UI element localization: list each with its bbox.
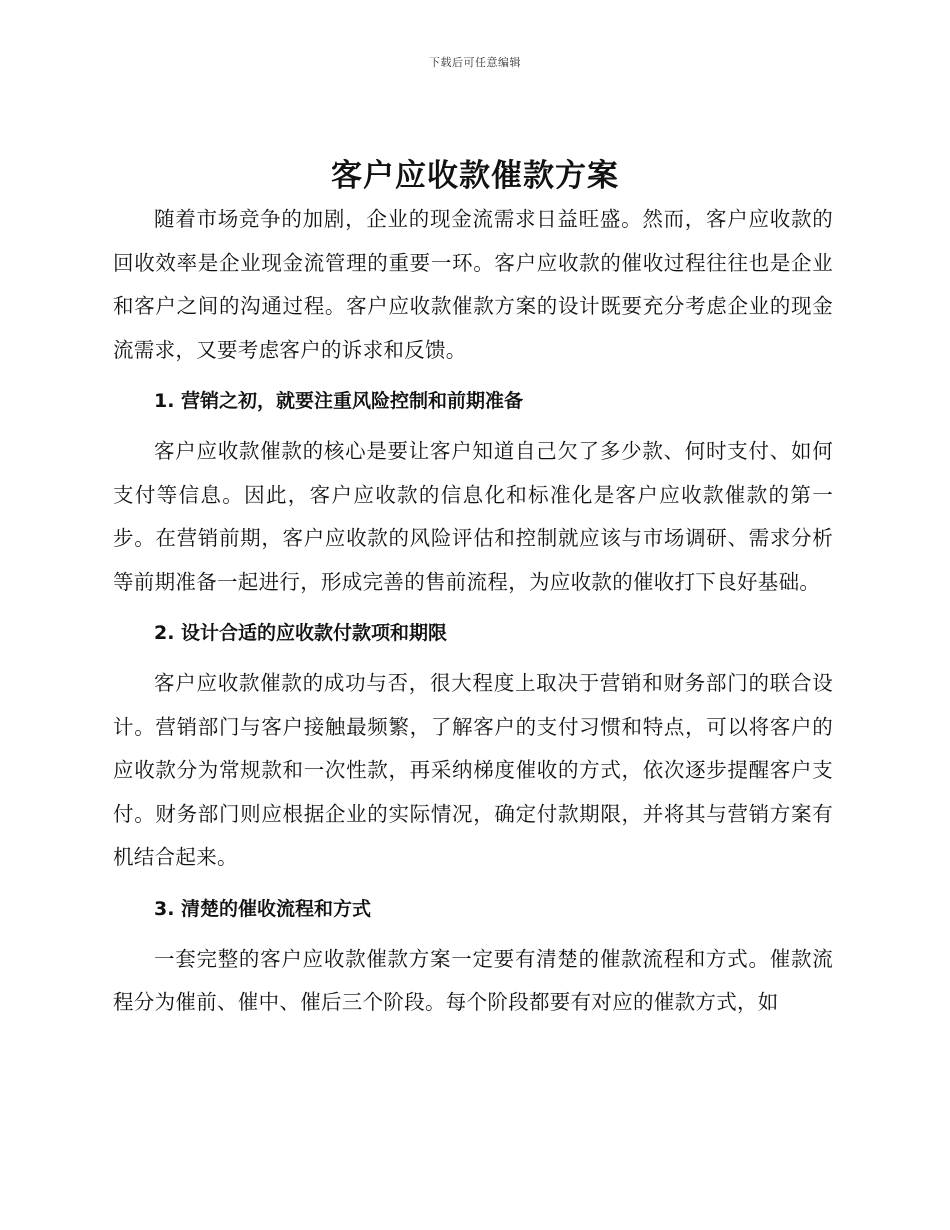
section-heading-1: 1. 营销之初，就要注重风险控制和前期准备: [154, 390, 524, 412]
section-heading-3: 3. 清楚的催收流程和方式: [154, 897, 372, 920]
section-body-3: 一套完整的客户应收款催款方案一定要有清楚的催款流程和方式。催款流程分为催前、催中、催后三个阶段。每个阶段都要有对应的催款方式，如: [113, 946, 833, 1014]
document-title: 客户应收款催款方案: [331, 158, 619, 194]
intro-paragraph: 随着市场竞争的加剧，企业的现金流需求日益旺盛。然而，客户应收款的回收效率是企业现金流管理的重要一环。客户应收款的催收过程往往也是企业和客户之间的沟通过程。客户应收款催款方案的设计既要充分考虑企业的现金流需求，又要考虑客户的诉求和反馈。: [113, 207, 833, 362]
section-heading-2: 2. 设计合适的应收款付款项和期限: [154, 622, 448, 644]
document-body: [113, 198, 833, 1025]
section-body-1: 客户应收款催款的核心是要让客户知道自己欠了多少款、何时支付、如何支付等信息。因此，客户应收款的信息化和标准化是客户应收款催款的第一步。在营销前期，客户应收款的风险评估和控制就应该与市场调研、需求分析等前期准备一起进行，形成完善的售前流程，为应收款的催收打下良好基础。: [113, 439, 833, 594]
page-header: 下载后可任意编辑: [429, 56, 521, 69]
section-body-2: 客户应收款催款的成功与否，很大程度上取决于营销和财务部门的联合设计。营销部门与客户接触最频繁，了解客户的支付习惯和特点，可以将客户的应收款分为常规款和一次性款，再采纳梯度催收的方式，依次逐步提醒客户支付。财务部门则应根据企业的实际情况，确定付款期限，并将其与营销方案有机结合起来。: [113, 671, 833, 869]
